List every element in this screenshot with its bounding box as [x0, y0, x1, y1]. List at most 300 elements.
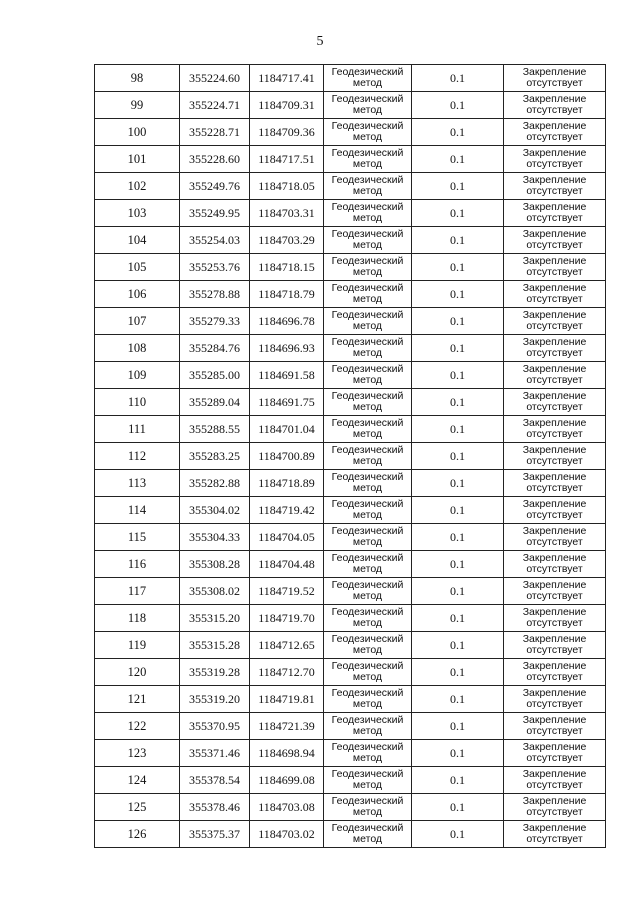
fixing-text-line: Закрепление [522, 66, 587, 78]
method-text-line: метод [352, 455, 383, 467]
accuracy-cell: 0.1 [412, 308, 504, 335]
table-row [95, 308, 606, 335]
method-cell [324, 119, 412, 146]
x-coordinate-cell: 355289.04 [180, 389, 250, 416]
fixing-text-line: Закрепление [522, 201, 587, 213]
method-text-line: Геодезический [331, 390, 404, 402]
page-number: 5 [316, 34, 324, 49]
accuracy-cell: 0.1 [412, 551, 504, 578]
fixing-text-line: Закрепление [522, 498, 587, 510]
y-coordinate-cell: 1184699.08 [250, 767, 324, 794]
fixing-text-line: Закрепление [522, 633, 587, 645]
fixing-cell [504, 821, 606, 848]
fixing-text-line: отсутствует [526, 563, 583, 575]
x-coordinate-cell: 355308.28 [180, 551, 250, 578]
method-text-line: Геодезический [331, 741, 404, 753]
method-text-line: метод [352, 752, 383, 764]
method-cell [324, 173, 412, 200]
table-row [95, 65, 606, 92]
table-row [95, 794, 606, 821]
method-text-line: Геодезический [331, 336, 404, 348]
x-coordinate-cell: 355378.54 [180, 767, 250, 794]
accuracy-cell: 0.1 [412, 578, 504, 605]
table-row [95, 713, 606, 740]
x-coordinate-cell: 355375.37 [180, 821, 250, 848]
y-coordinate-cell: 1184712.70 [250, 659, 324, 686]
fixing-text-line: отсутствует [526, 725, 583, 737]
method-cell [324, 443, 412, 470]
y-coordinate-cell: 1184704.05 [250, 524, 324, 551]
point-number-cell: 115 [95, 524, 180, 551]
method-text-line: метод [352, 131, 383, 143]
method-text-line: метод [352, 77, 383, 89]
fixing-cell [504, 524, 606, 551]
point-number-cell: 126 [95, 821, 180, 848]
point-number-cell: 123 [95, 740, 180, 767]
fixing-text-line: Закрепление [522, 174, 587, 186]
method-text-line: метод [352, 347, 383, 359]
method-text-line: Геодезический [331, 228, 404, 240]
table-row [95, 146, 606, 173]
table-row [95, 524, 606, 551]
x-coordinate-cell: 355319.28 [180, 659, 250, 686]
accuracy-cell: 0.1 [412, 605, 504, 632]
table-row [95, 686, 606, 713]
accuracy-cell: 0.1 [412, 632, 504, 659]
point-number-cell: 121 [95, 686, 180, 713]
fixing-cell [504, 659, 606, 686]
method-text-line: метод [352, 374, 383, 386]
method-text-line: Геодезический [331, 606, 404, 618]
fixing-text-line: Закрепление [522, 795, 587, 807]
method-text-line: Геодезический [331, 93, 404, 105]
y-coordinate-cell: 1184719.70 [250, 605, 324, 632]
method-cell [324, 659, 412, 686]
method-text-line: метод [352, 806, 383, 818]
method-text-line: метод [352, 509, 383, 521]
fixing-cell [504, 119, 606, 146]
accuracy-cell: 0.1 [412, 281, 504, 308]
fixing-text-line: отсутствует [526, 104, 583, 116]
fixing-cell [504, 605, 606, 632]
table-row [95, 335, 606, 362]
x-coordinate-cell: 355249.95 [180, 200, 250, 227]
x-coordinate-cell: 355228.60 [180, 146, 250, 173]
y-coordinate-cell: 1184709.36 [250, 119, 324, 146]
fixing-text-line: отсутствует [526, 536, 583, 548]
fixing-text-line: отсутствует [526, 185, 583, 197]
fixing-text-line: отсутствует [526, 806, 583, 818]
point-number-cell: 108 [95, 335, 180, 362]
table-row [95, 578, 606, 605]
method-cell [324, 470, 412, 497]
point-number-cell: 110 [95, 389, 180, 416]
point-number-cell: 104 [95, 227, 180, 254]
fixing-cell [504, 254, 606, 281]
point-number-cell: 106 [95, 281, 180, 308]
method-text-line: Геодезический [331, 660, 404, 672]
fixing-text-line: отсутствует [526, 158, 583, 170]
method-text-line: Геодезический [331, 687, 404, 699]
fixing-text-line: отсутствует [526, 266, 583, 278]
method-text-line: метод [352, 239, 383, 251]
point-number-cell: 100 [95, 119, 180, 146]
method-text-line: Геодезический [331, 66, 404, 78]
x-coordinate-cell: 355284.76 [180, 335, 250, 362]
fixing-cell [504, 281, 606, 308]
x-coordinate-cell: 355304.02 [180, 497, 250, 524]
fixing-cell [504, 443, 606, 470]
method-text-line: метод [352, 266, 383, 278]
method-text-line: метод [352, 293, 383, 305]
method-text-line: Геодезический [331, 255, 404, 267]
fixing-cell [504, 92, 606, 119]
y-coordinate-cell: 1184703.31 [250, 200, 324, 227]
fixing-cell [504, 389, 606, 416]
y-coordinate-cell: 1184698.94 [250, 740, 324, 767]
fixing-text-line: отсутствует [526, 482, 583, 494]
method-cell [324, 308, 412, 335]
fixing-text-line: Закрепление [522, 741, 587, 753]
accuracy-cell: 0.1 [412, 200, 504, 227]
method-cell [324, 794, 412, 821]
method-text-line: Геодезический [331, 768, 404, 780]
point-number-cell: 107 [95, 308, 180, 335]
fixing-text-line: Закрепление [522, 336, 587, 348]
x-coordinate-cell: 355308.02 [180, 578, 250, 605]
table-row [95, 254, 606, 281]
fixing-text-line: Закрепление [522, 552, 587, 564]
y-coordinate-cell: 1184717.41 [250, 65, 324, 92]
method-text-line: Геодезический [331, 120, 404, 132]
fixing-cell [504, 632, 606, 659]
fixing-text-line: отсутствует [526, 455, 583, 467]
fixing-text-line: отсутствует [526, 671, 583, 683]
x-coordinate-cell: 355253.76 [180, 254, 250, 281]
fixing-text-line: отсутствует [526, 293, 583, 305]
method-text-line: метод [352, 104, 383, 116]
accuracy-cell: 0.1 [412, 335, 504, 362]
accuracy-cell: 0.1 [412, 254, 504, 281]
fixing-text-line: отсутствует [526, 509, 583, 521]
accuracy-cell: 0.1 [412, 119, 504, 146]
point-number-cell: 105 [95, 254, 180, 281]
table-row [95, 173, 606, 200]
point-number-cell: 117 [95, 578, 180, 605]
table-row [95, 551, 606, 578]
fixing-text-line: Закрепление [522, 309, 587, 321]
fixing-text-line: Закрепление [522, 228, 587, 240]
y-coordinate-cell: 1184712.65 [250, 632, 324, 659]
method-text-line: Геодезический [331, 363, 404, 375]
method-text-line: метод [352, 833, 383, 845]
method-cell [324, 389, 412, 416]
fixing-text-line: отсутствует [526, 833, 583, 845]
x-coordinate-cell: 355249.76 [180, 173, 250, 200]
x-coordinate-cell: 355282.88 [180, 470, 250, 497]
fixing-text-line: отсутствует [526, 779, 583, 791]
fixing-cell [504, 551, 606, 578]
x-coordinate-cell: 355224.60 [180, 65, 250, 92]
method-cell [324, 605, 412, 632]
table-row [95, 767, 606, 794]
y-coordinate-cell: 1184703.02 [250, 821, 324, 848]
fixing-text-line: Закрепление [522, 444, 587, 456]
x-coordinate-cell: 355319.20 [180, 686, 250, 713]
accuracy-cell: 0.1 [412, 173, 504, 200]
x-coordinate-cell: 355304.33 [180, 524, 250, 551]
x-coordinate-cell: 355315.20 [180, 605, 250, 632]
table-row [95, 200, 606, 227]
table-row [95, 740, 606, 767]
method-cell [324, 146, 412, 173]
method-text-line: метод [352, 725, 383, 737]
y-coordinate-cell: 1184721.39 [250, 713, 324, 740]
y-coordinate-cell: 1184719.81 [250, 686, 324, 713]
point-number-cell: 112 [95, 443, 180, 470]
method-cell [324, 686, 412, 713]
fixing-text-line: отсутствует [526, 347, 583, 359]
fixing-text-line: Закрепление [522, 363, 587, 375]
table-row [95, 470, 606, 497]
method-text-line: Геодезический [331, 714, 404, 726]
point-number-cell: 119 [95, 632, 180, 659]
table-row [95, 632, 606, 659]
fixing-text-line: отсутствует [526, 644, 583, 656]
x-coordinate-cell: 355228.71 [180, 119, 250, 146]
y-coordinate-cell: 1184717.51 [250, 146, 324, 173]
method-cell [324, 821, 412, 848]
fixing-cell [504, 200, 606, 227]
fixing-cell [504, 794, 606, 821]
method-cell [324, 632, 412, 659]
method-text-line: метод [352, 671, 383, 683]
fixing-cell [504, 146, 606, 173]
fixing-text-line: отсутствует [526, 77, 583, 89]
accuracy-cell: 0.1 [412, 767, 504, 794]
fixing-text-line: Закрепление [522, 768, 587, 780]
accuracy-cell: 0.1 [412, 713, 504, 740]
y-coordinate-cell: 1184696.78 [250, 308, 324, 335]
method-cell [324, 713, 412, 740]
fixing-text-line: Закрепление [522, 120, 587, 132]
point-number-cell: 118 [95, 605, 180, 632]
coordinates-table-body [95, 65, 606, 848]
accuracy-cell: 0.1 [412, 92, 504, 119]
method-cell [324, 335, 412, 362]
method-text-line: Геодезический [331, 444, 404, 456]
y-coordinate-cell: 1184718.15 [250, 254, 324, 281]
accuracy-cell: 0.1 [412, 740, 504, 767]
fixing-text-line: Закрепление [522, 417, 587, 429]
method-text-line: метод [352, 563, 383, 575]
table-row [95, 92, 606, 119]
x-coordinate-cell: 355279.33 [180, 308, 250, 335]
method-text-line: Геодезический [331, 498, 404, 510]
method-text-line: Геодезический [331, 174, 404, 186]
y-coordinate-cell: 1184696.93 [250, 335, 324, 362]
method-cell [324, 65, 412, 92]
fixing-cell [504, 740, 606, 767]
x-coordinate-cell: 355288.55 [180, 416, 250, 443]
point-number-cell: 124 [95, 767, 180, 794]
method-text-line: Геодезический [331, 417, 404, 429]
table-row [95, 227, 606, 254]
method-cell [324, 524, 412, 551]
x-coordinate-cell: 355315.28 [180, 632, 250, 659]
y-coordinate-cell: 1184703.29 [250, 227, 324, 254]
fixing-text-line: Закрепление [522, 471, 587, 483]
accuracy-cell: 0.1 [412, 794, 504, 821]
method-text-line: метод [352, 590, 383, 602]
fixing-text-line: Закрепление [522, 255, 587, 267]
accuracy-cell: 0.1 [412, 686, 504, 713]
point-number-cell: 99 [95, 92, 180, 119]
method-text-line: метод [352, 428, 383, 440]
point-number-cell: 113 [95, 470, 180, 497]
point-number-cell: 103 [95, 200, 180, 227]
x-coordinate-cell: 355371.46 [180, 740, 250, 767]
point-number-cell: 109 [95, 362, 180, 389]
fixing-cell [504, 416, 606, 443]
fixing-cell [504, 308, 606, 335]
accuracy-cell: 0.1 [412, 362, 504, 389]
y-coordinate-cell: 1184718.89 [250, 470, 324, 497]
point-number-cell: 101 [95, 146, 180, 173]
accuracy-cell: 0.1 [412, 416, 504, 443]
fixing-cell [504, 470, 606, 497]
table-row [95, 119, 606, 146]
fixing-text-line: Закрепление [522, 525, 587, 537]
method-cell [324, 254, 412, 281]
point-number-cell: 116 [95, 551, 180, 578]
x-coordinate-cell: 355224.71 [180, 92, 250, 119]
method-text-line: Геодезический [331, 795, 404, 807]
x-coordinate-cell: 355278.88 [180, 281, 250, 308]
y-coordinate-cell: 1184701.04 [250, 416, 324, 443]
y-coordinate-cell: 1184718.05 [250, 173, 324, 200]
fixing-cell [504, 362, 606, 389]
fixing-text-line: отсутствует [526, 320, 583, 332]
accuracy-cell: 0.1 [412, 146, 504, 173]
method-text-line: метод [352, 320, 383, 332]
method-text-line: Геодезический [331, 525, 404, 537]
y-coordinate-cell: 1184709.31 [250, 92, 324, 119]
point-number-cell: 102 [95, 173, 180, 200]
method-text-line: метод [352, 779, 383, 791]
fixing-cell [504, 686, 606, 713]
method-cell [324, 578, 412, 605]
method-text-line: метод [352, 401, 383, 413]
accuracy-cell: 0.1 [412, 470, 504, 497]
method-cell [324, 497, 412, 524]
y-coordinate-cell: 1184704.48 [250, 551, 324, 578]
method-cell [324, 92, 412, 119]
fixing-text-line: отсутствует [526, 374, 583, 386]
point-number-cell: 122 [95, 713, 180, 740]
method-cell [324, 281, 412, 308]
accuracy-cell: 0.1 [412, 443, 504, 470]
method-text-line: метод [352, 698, 383, 710]
table-row [95, 281, 606, 308]
method-cell [324, 740, 412, 767]
fixing-text-line: Закрепление [522, 606, 587, 618]
method-text-line: метод [352, 212, 383, 224]
method-cell [324, 200, 412, 227]
y-coordinate-cell: 1184691.75 [250, 389, 324, 416]
method-text-line: метод [352, 482, 383, 494]
method-text-line: Геодезический [331, 471, 404, 483]
fixing-text-line: Закрепление [522, 282, 587, 294]
fixing-text-line: Закрепление [522, 147, 587, 159]
fixing-text-line: отсутствует [526, 752, 583, 764]
method-text-line: метод [352, 158, 383, 170]
table-row [95, 497, 606, 524]
fixing-cell [504, 767, 606, 794]
accuracy-cell: 0.1 [412, 524, 504, 551]
fixing-text-line: Закрепление [522, 822, 587, 834]
y-coordinate-cell: 1184691.58 [250, 362, 324, 389]
fixing-cell [504, 578, 606, 605]
point-number-cell: 114 [95, 497, 180, 524]
fixing-text-line: отсутствует [526, 617, 583, 629]
fixing-text-line: Закрепление [522, 714, 587, 726]
method-text-line: Геодезический [331, 309, 404, 321]
accuracy-cell: 0.1 [412, 497, 504, 524]
coordinates-table [94, 64, 606, 848]
table-row [95, 416, 606, 443]
fixing-cell [504, 335, 606, 362]
y-coordinate-cell: 1184719.52 [250, 578, 324, 605]
method-cell [324, 767, 412, 794]
fixing-text-line: отсутствует [526, 590, 583, 602]
x-coordinate-cell: 355254.03 [180, 227, 250, 254]
table-row [95, 389, 606, 416]
method-text-line: метод [352, 644, 383, 656]
fixing-text-line: Закрепление [522, 93, 587, 105]
table-row [95, 605, 606, 632]
x-coordinate-cell: 355378.46 [180, 794, 250, 821]
fixing-text-line: отсутствует [526, 131, 583, 143]
fixing-cell [504, 65, 606, 92]
fixing-text-line: Закрепление [522, 579, 587, 591]
table-row [95, 362, 606, 389]
fixing-text-line: отсутствует [526, 212, 583, 224]
fixing-cell [504, 713, 606, 740]
table-row [95, 821, 606, 848]
x-coordinate-cell: 355285.00 [180, 362, 250, 389]
fixing-cell [504, 497, 606, 524]
point-number-cell: 98 [95, 65, 180, 92]
method-text-line: метод [352, 185, 383, 197]
accuracy-cell: 0.1 [412, 821, 504, 848]
fixing-cell [504, 173, 606, 200]
point-number-cell: 111 [95, 416, 180, 443]
method-cell [324, 227, 412, 254]
fixing-text-line: Закрепление [522, 660, 587, 672]
accuracy-cell: 0.1 [412, 659, 504, 686]
method-cell [324, 416, 412, 443]
method-text-line: метод [352, 617, 383, 629]
method-text-line: Геодезический [331, 633, 404, 645]
x-coordinate-cell: 355283.25 [180, 443, 250, 470]
fixing-cell [504, 227, 606, 254]
y-coordinate-cell: 1184719.42 [250, 497, 324, 524]
method-text-line: метод [352, 536, 383, 548]
fixing-text-line: Закрепление [522, 390, 587, 402]
table-row [95, 443, 606, 470]
method-text-line: Геодезический [331, 579, 404, 591]
